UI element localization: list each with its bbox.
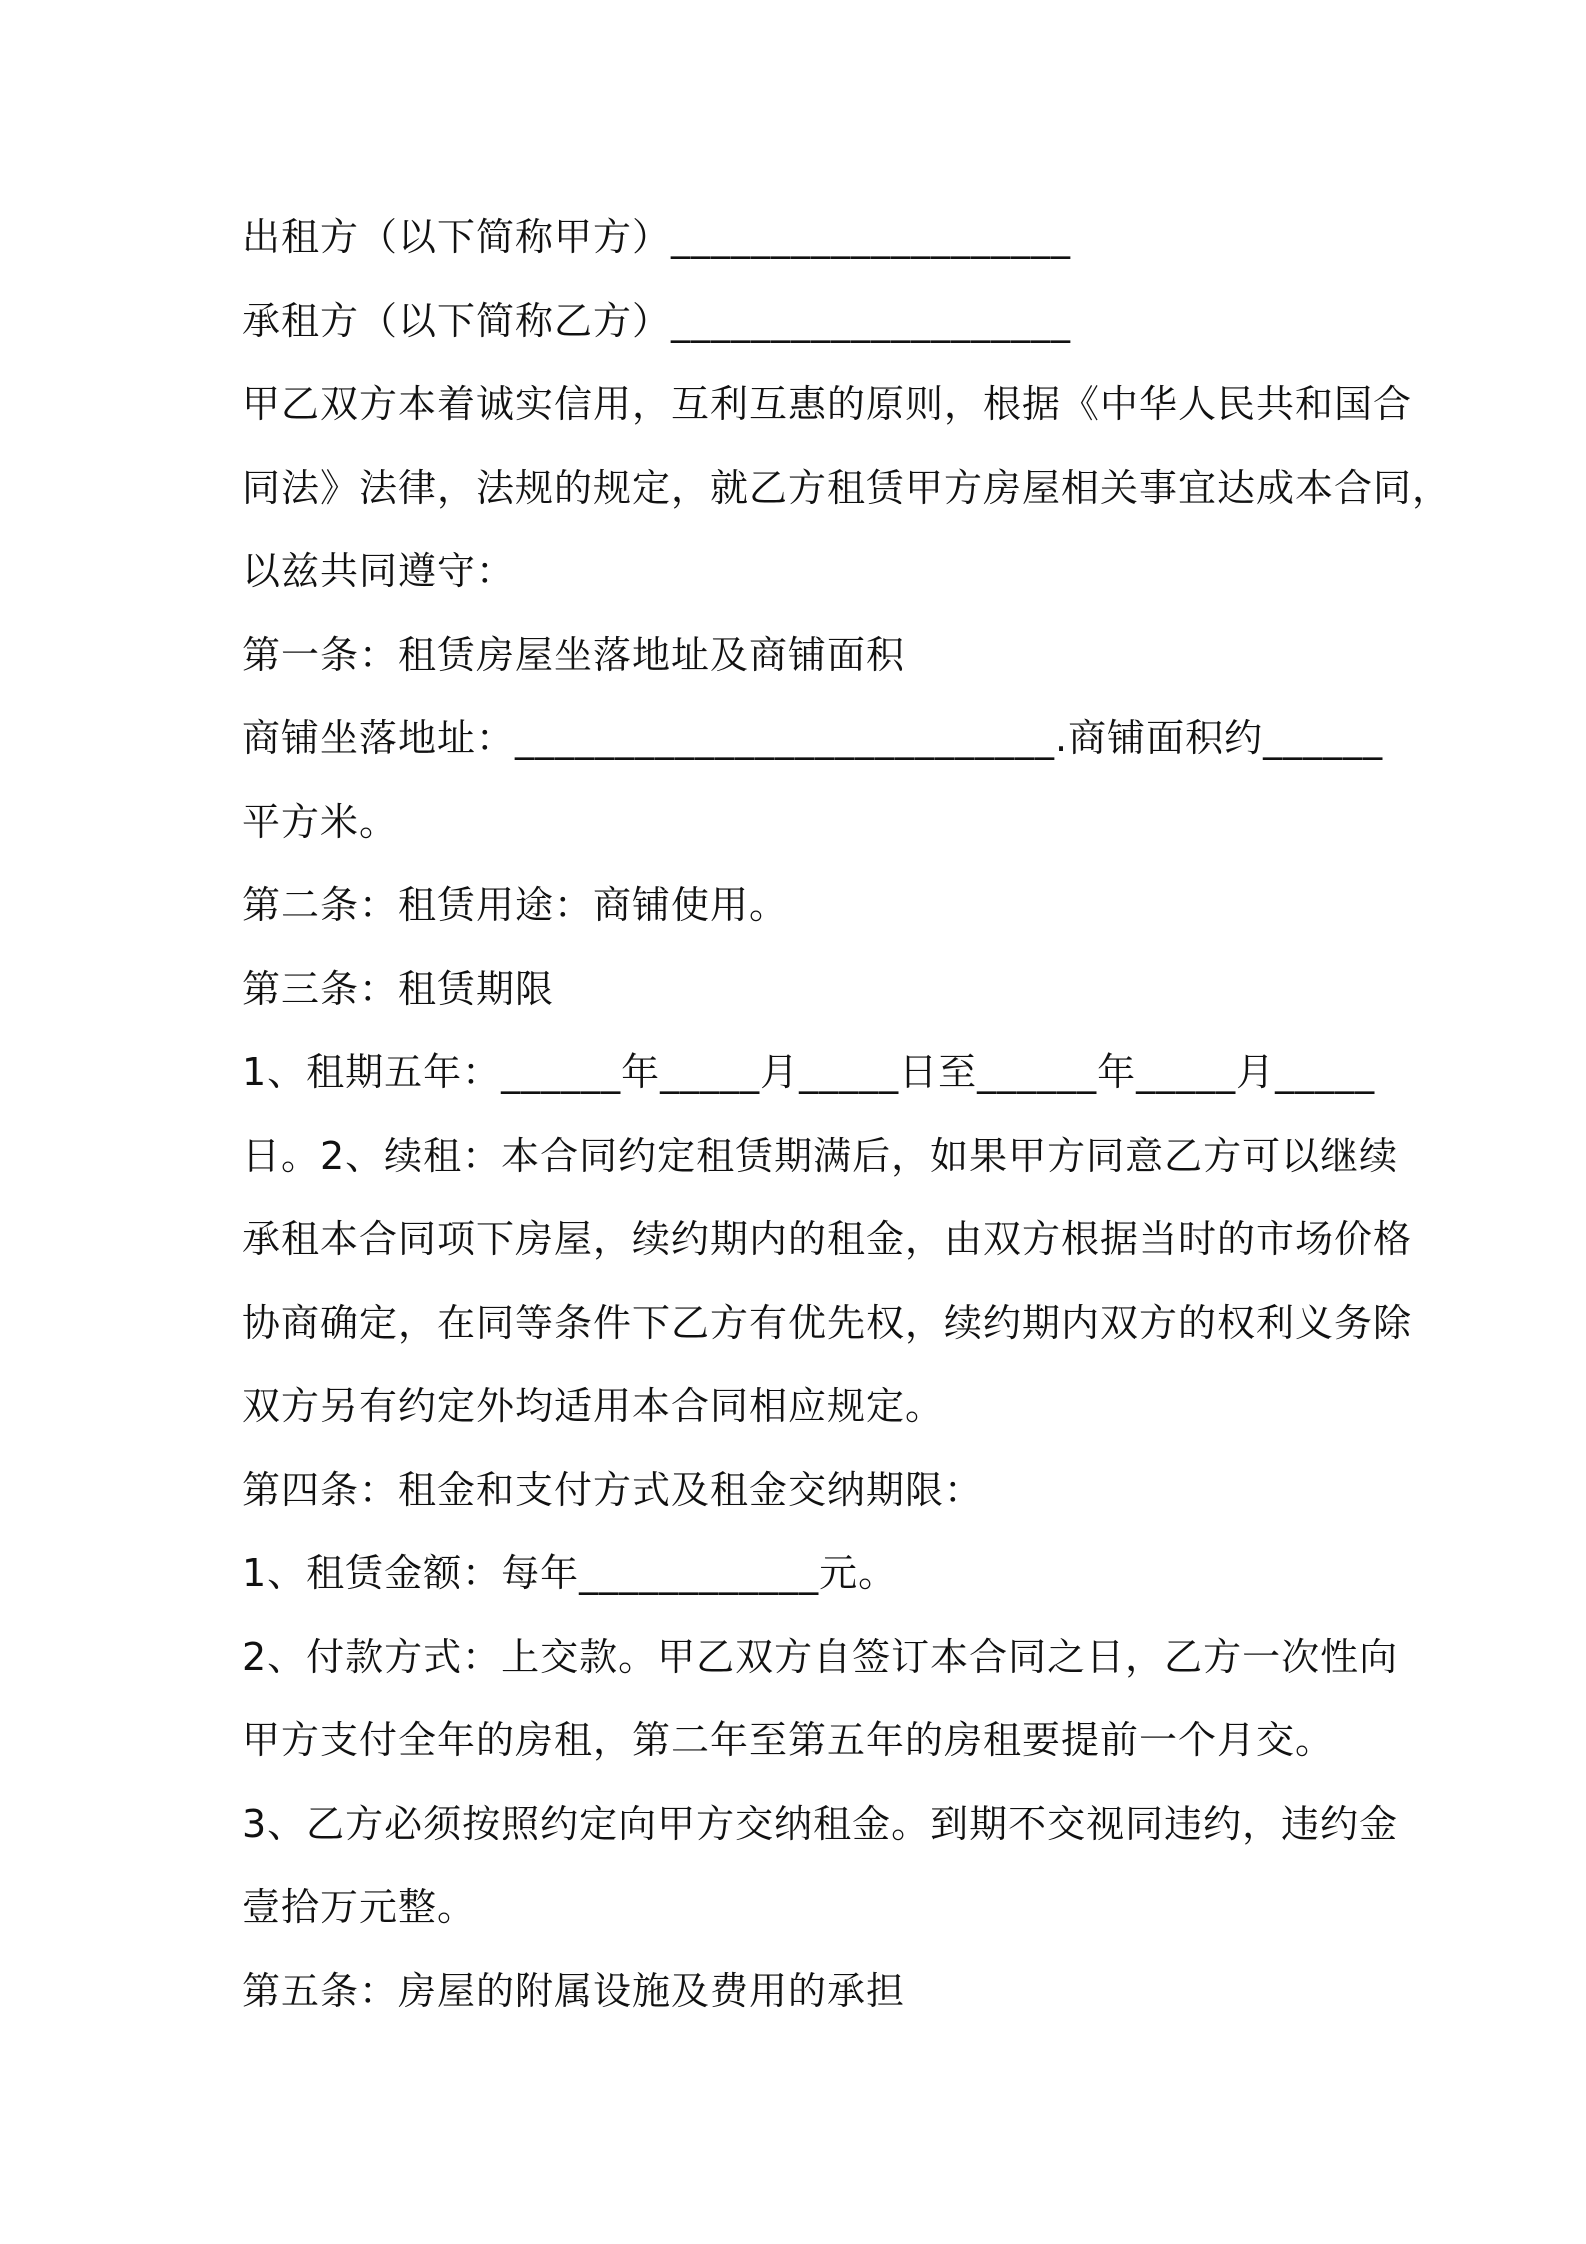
shop-address-line: 商铺坐落地址：___________________________.商铺面积约______ <box>242 716 1384 760</box>
article-4-heading: 第四条：租金和支付方式及租金交纳期限： <box>242 1467 984 1512</box>
contract-text <box>242 196 1452 2033</box>
renewal-line-2: 承租本合同项下房屋，续约期内的租金，由双方根据当时的市场价格 <box>242 1217 1413 1261</box>
payment-method-line-1: 2、付款方式：上交款。甲乙双方自签订本合同之日，乙方一次性向 <box>242 1634 1399 1679</box>
article-2-heading: 第二条：租赁用途：商铺使用。 <box>242 883 789 927</box>
payment-method-line-2: 甲方支付全年的房租，第二年至第五年的房租要提前一个月交。 <box>242 1718 1335 1762</box>
penalty-line-1: 3、乙方必须按照约定向甲方交纳租金。到期不交视同违约，违约金 <box>242 1801 1399 1846</box>
penalty-line-2: 壹拾万元整。 <box>242 1885 477 1929</box>
preamble-line-1: 甲乙双方本着诚实信用，互利互惠的原则，根据《中华人民共和国合 <box>242 382 1413 426</box>
lessor-line: 出租方（以下简称甲方）____________________ <box>242 215 1072 259</box>
shop-area-unit-line: 平方米。 <box>242 799 399 844</box>
rent-amount-line: 1、租赁金额：每年____________元。 <box>242 1551 898 1595</box>
preamble-line-2: 同法》法律，法规的规定，就乙方租赁甲方房屋相关事宜达成本合同， <box>242 465 1452 510</box>
renewal-line-3: 协商确定，在同等条件下乙方有优先权，续约期内双方的权利义务除 <box>242 1300 1413 1345</box>
article-1-heading: 第一条：租赁房屋坐落地址及商铺面积 <box>242 632 906 677</box>
renewal-line-1: 日。2、续租：本合同约定租赁期满后，如果甲方同意乙方可以继续 <box>242 1133 1399 1178</box>
lessee-line: 承租方（以下简称乙方）____________________ <box>242 298 1072 343</box>
article-5-heading: 第五条：房屋的附属设施及费用的承担 <box>242 1968 906 2013</box>
preamble-line-3: 以兹共同遵守： <box>242 549 516 593</box>
renewal-line-4: 双方另有约定外均适用本合同相应规定。 <box>242 1384 945 1428</box>
article-3-heading: 第三条：租赁期限 <box>242 966 555 1011</box>
lease-term-line: 1、租期五年：______年_____月_____日至______年_____月_____ <box>242 1050 1376 1094</box>
